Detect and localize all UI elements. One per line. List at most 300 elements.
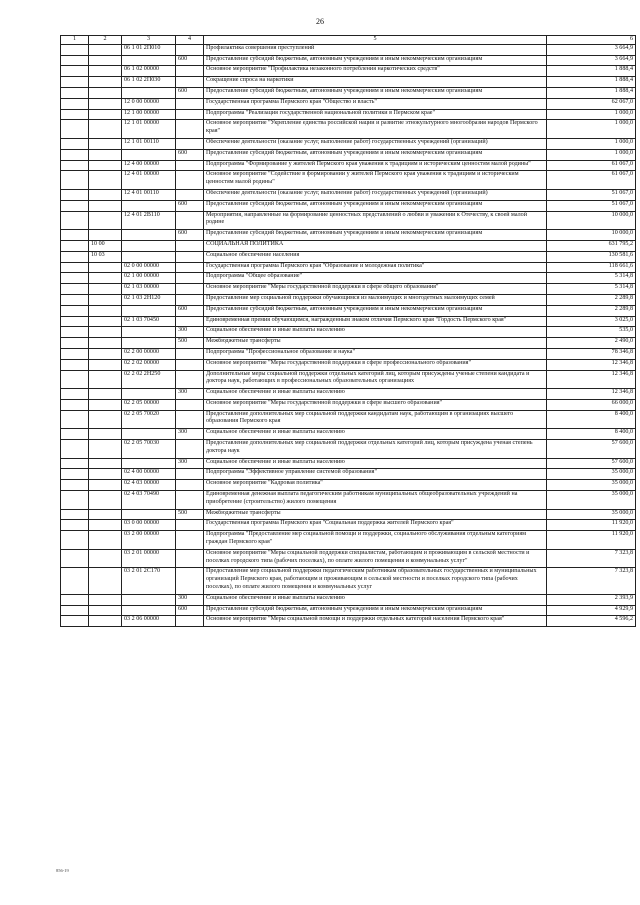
subsection-cell [89,66,122,77]
section-cell [61,359,89,370]
amount-cell: 66 000,0 [547,399,636,410]
subsection-cell [89,273,122,284]
description-cell: Обеспечение деятельности (оказание услуг, выполнение работ) государственных учреждений (организаций) [204,189,547,200]
expense-type-cell [176,171,204,190]
table-row [61,77,636,88]
table-row [61,327,636,338]
amount-cell: 5 314,8 [547,284,636,295]
budget-table [60,35,636,627]
expense-type-cell: 600 [176,55,204,66]
target-article-cell [122,429,176,440]
expense-type-cell: 300 [176,429,204,440]
subsection-cell [89,200,122,211]
subsection-cell [89,568,122,594]
description-cell: Подпрограмма "Реализация государственной национальной политики в Пермском крае" [204,109,547,120]
section-cell [61,370,89,389]
table-row [61,230,636,241]
section-cell [61,262,89,273]
amount-cell: 5 314,8 [547,273,636,284]
target-article-cell [122,458,176,469]
table-row [61,211,636,230]
page-number: 26 [316,17,324,26]
description-cell: Подпрограмма "Формирование у жителей Пермского края уважения к традициям и историческим ценностям малой родины" [204,160,547,171]
description-cell: Предоставление мер социальной поддержки обучающимся из малоимущих и многодетных малоимущих семей [204,294,547,305]
amount-cell: 35 000,0 [547,509,636,520]
section-cell [61,480,89,491]
header-cell: 5 [204,36,547,45]
section-cell [61,251,89,262]
table-row [61,251,636,262]
amount-cell: 118 661,6 [547,262,636,273]
table-row [61,338,636,349]
target-article-cell: 02 1 03 00000 [122,284,176,295]
table-row [61,55,636,66]
description-cell: Предоставление дополнительных мер социальной поддержки кандидатам наук, работающим в организациях высшего образования Пермского края [204,410,547,429]
subsection-cell: 10 03 [89,251,122,262]
target-article-cell [122,240,176,251]
target-article-cell: 02 1 03 70450 [122,316,176,327]
table-row [61,440,636,459]
section-cell [61,594,89,605]
amount-cell: 35 000,0 [547,480,636,491]
table-row [61,240,636,251]
expense-type-cell: 600 [176,149,204,160]
table-row [61,429,636,440]
table-row [61,594,636,605]
amount-cell: 1 888,4 [547,66,636,77]
description-cell: Подпрограмма "Предоставление мер социальной помощи и поддержки, социального обслуживания отдельным категориям граждан Пермского края" [204,531,547,550]
expense-type-cell: 600 [176,230,204,241]
expense-type-cell: 300 [176,458,204,469]
amount-cell: 61 067,0 [547,160,636,171]
description-cell: Подпрограмма "Эффективное управление системой образования" [204,469,547,480]
target-article-cell [122,230,176,241]
expense-type-cell [176,480,204,491]
expense-type-cell [176,66,204,77]
target-article-cell: 02 2 05 70020 [122,410,176,429]
amount-cell: 8 400,0 [547,410,636,429]
description-cell: Социальное обеспечение и иные выплаты населению [204,327,547,338]
target-article-cell: 12 4 00 00000 [122,160,176,171]
section-cell [61,120,89,139]
target-article-cell: 03 2 00 00000 [122,531,176,550]
section-cell [61,98,89,109]
table-row [61,98,636,109]
expense-type-cell: 500 [176,509,204,520]
subsection-cell [89,211,122,230]
table-row [61,480,636,491]
expense-type-cell [176,251,204,262]
expense-type-cell: 600 [176,305,204,316]
table-row [61,262,636,273]
description-cell: Основное мероприятие "Профилактика незаконного потребления наркотических средств" [204,66,547,77]
footer-code: 856-19 [56,868,69,873]
expense-type-cell [176,370,204,389]
target-article-cell [122,200,176,211]
table-row [61,87,636,98]
subsection-cell [89,87,122,98]
section-cell [61,509,89,520]
subsection-cell [89,520,122,531]
target-article-cell [122,327,176,338]
expense-type-cell: 600 [176,87,204,98]
header-cell: 6 [547,36,636,45]
amount-cell: 51 067,0 [547,200,636,211]
expense-type-cell [176,98,204,109]
table-row [61,549,636,568]
subsection-cell [89,594,122,605]
amount-cell: 1 000,0 [547,120,636,139]
header-cell: 1 [61,36,89,45]
table-row [61,66,636,77]
section-cell [61,410,89,429]
table-row [61,149,636,160]
description-cell: Межбюджетные трансферты [204,509,547,520]
amount-cell: 8 400,0 [547,429,636,440]
table-row [61,458,636,469]
section-cell [61,520,89,531]
section-cell [61,305,89,316]
description-cell: Профилактика совершения преступлений [204,44,547,55]
expense-type-cell [176,440,204,459]
expense-type-cell [176,240,204,251]
description-cell: Предоставление субсидий бюджетным, автономным учреждениям и иным некоммерческим организациям [204,200,547,211]
table-row [61,109,636,120]
subsection-cell [89,149,122,160]
amount-cell: 57 600,0 [547,458,636,469]
subsection-cell [89,616,122,627]
section-cell [61,66,89,77]
section-cell [61,316,89,327]
expense-type-cell [176,160,204,171]
description-cell: Основное мероприятие "Содействие в формировании у жителей Пермского края уважения к традициям и историческим ценностям малой родины" [204,171,547,190]
section-cell [61,429,89,440]
subsection-cell: 10 00 [89,240,122,251]
subsection-cell [89,77,122,88]
section-cell [61,55,89,66]
description-cell: Подпрограмма "Профессиональное образование и наука" [204,348,547,359]
subsection-cell [89,294,122,305]
section-cell [61,189,89,200]
target-article-cell: 12 4 01 00000 [122,171,176,190]
target-article-cell: 12 4 01 00110 [122,189,176,200]
description-cell: Предоставление субсидий бюджетным, автономным учреждениям и иным некоммерческим организациям [204,149,547,160]
description-cell: Предоставление мер социальной поддержки педагогическим работникам образовательных государственных и муниципальных организаций Пермского края, работающим и проживающим в сельской местности и поселках городского типа (рабочих поселках), по оплате жилого помещения и коммунальных услуг [204,568,547,594]
target-article-cell: 12 0 00 00000 [122,98,176,109]
amount-cell: 61 067,0 [547,171,636,190]
table-row [61,200,636,211]
amount-cell: 12 346,8 [547,359,636,370]
section-cell [61,44,89,55]
section-cell [61,605,89,616]
section-cell [61,338,89,349]
expense-type-cell: 500 [176,338,204,349]
description-cell: Сокращение спроса на наркотики [204,77,547,88]
amount-cell: 10 000,0 [547,230,636,241]
section-cell [61,616,89,627]
amount-cell: 12 346,8 [547,389,636,400]
table-row [61,160,636,171]
subsection-cell [89,359,122,370]
description-cell: Государственная программа Пермского края "Общество и власть" [204,98,547,109]
expense-type-cell [176,189,204,200]
description-cell: Основное мероприятие "Укрепление единства российской нации и развитие этнокультурного многообразия народов Пермского края" [204,120,547,139]
table-row [61,491,636,510]
target-article-cell [122,509,176,520]
target-article-cell [122,305,176,316]
subsection-cell [89,509,122,520]
target-article-cell: 02 0 00 00000 [122,262,176,273]
amount-cell: 631 795,2 [547,240,636,251]
section-cell [61,171,89,190]
table-row [61,509,636,520]
table-row [61,294,636,305]
budget-table-body [61,36,636,627]
description-cell: Единовременная денежная выплата педагогическим работникам муниципальных общеобразовательных учреждений на приобретение (строительство) жилого помещения [204,491,547,510]
expense-type-cell [176,348,204,359]
table-row [61,316,636,327]
amount-cell: 12 346,8 [547,370,636,389]
amount-cell: 1 000,0 [547,138,636,149]
section-cell [61,549,89,568]
expense-type-cell [176,316,204,327]
expense-type-cell: 300 [176,389,204,400]
description-cell: Основное мероприятие "Меры государственной поддержки в сфере профессионального образования" [204,359,547,370]
target-article-cell: 02 2 02 2Н250 [122,370,176,389]
amount-cell: 2 289,8 [547,305,636,316]
description-cell: Социальное обеспечение и иные выплаты населению [204,389,547,400]
subsection-cell [89,458,122,469]
table-row [61,410,636,429]
subsection-cell [89,120,122,139]
subsection-cell [89,399,122,410]
target-article-cell [122,251,176,262]
description-cell: Предоставление субсидий бюджетным, автономным учреждениям и иным некоммерческим организациям [204,605,547,616]
section-cell [61,440,89,459]
target-article-cell [122,149,176,160]
target-article-cell: 03 2 01 2С170 [122,568,176,594]
amount-cell: 51 067,0 [547,189,636,200]
amount-cell: 1 000,0 [547,109,636,120]
target-article-cell: 12 1 01 00000 [122,120,176,139]
expense-type-cell [176,359,204,370]
subsection-cell [89,469,122,480]
section-cell [61,458,89,469]
description-cell: Социальное обеспечение и иные выплаты населению [204,458,547,469]
target-article-cell: 02 1 00 00000 [122,273,176,284]
target-article-cell: 02 4 03 70490 [122,491,176,510]
amount-cell: 7 323,8 [547,568,636,594]
target-article-cell [122,338,176,349]
table-row [61,171,636,190]
description-cell: Основное мероприятие "Меры государственной поддержки в сфере общего образования" [204,284,547,295]
subsection-cell [89,327,122,338]
expense-type-cell [176,44,204,55]
description-cell: Основное мероприятие "Меры социальной поддержки специалистам, работающим и проживающим в сельской местности и поселках городского типа (рабочих поселках), по оплате жилого помещения и коммунальных услуг" [204,549,547,568]
amount-cell: 11 920,0 [547,520,636,531]
amount-cell: 10 000,0 [547,211,636,230]
description-cell: Дополнительные меры социальной поддержки отдельных категорий лиц, которым присуждены ученые степени кандидата и доктора наук, работающих в профессиональных образовательных организациях [204,370,547,389]
target-article-cell [122,55,176,66]
section-cell [61,399,89,410]
subsection-cell [89,109,122,120]
section-cell [61,389,89,400]
subsection-cell [89,44,122,55]
table-row [61,284,636,295]
section-cell [61,109,89,120]
amount-cell: 35 000,0 [547,469,636,480]
expense-type-cell [176,273,204,284]
table-row [61,399,636,410]
section-cell [61,160,89,171]
subsection-cell [89,605,122,616]
target-article-cell: 02 2 00 00000 [122,348,176,359]
subsection-cell [89,429,122,440]
amount-cell: 130 581,6 [547,251,636,262]
expense-type-cell [176,284,204,295]
section-cell [61,87,89,98]
subsection-cell [89,389,122,400]
amount-cell: 4 596,2 [547,616,636,627]
description-cell: Основное мероприятие "Кадровая политика" [204,480,547,491]
target-article-cell: 02 4 00 00000 [122,469,176,480]
description-cell: Социальное обеспечение и иные выплаты населению [204,594,547,605]
table-row [61,389,636,400]
description-cell: Социальное обеспечение населения [204,251,547,262]
subsection-cell [89,284,122,295]
description-cell: Единовременная премия обучающимся, награжденным знаком отличия Пермского края "Гордость Пермского края" [204,316,547,327]
target-article-cell: 03 2 01 00000 [122,549,176,568]
expense-type-cell [176,549,204,568]
description-cell: Основное мероприятие "Меры социальной помощи и поддержки отдельных категорий населения Пермского края" [204,616,547,627]
amount-cell: 35 000,0 [547,491,636,510]
description-cell: Мероприятия, направленные на формирование ценностных представлений о любви и уважении к Отечеству, к своей малой родине [204,211,547,230]
section-cell [61,348,89,359]
target-article-cell: 02 4 03 00000 [122,480,176,491]
subsection-cell [89,440,122,459]
target-article-cell: 06 1 02 2П030 [122,77,176,88]
subsection-cell [89,370,122,389]
subsection-cell [89,410,122,429]
subsection-cell [89,230,122,241]
amount-cell: 3 025,0 [547,316,636,327]
target-article-cell: 06 1 02 00000 [122,66,176,77]
subsection-cell [89,98,122,109]
subsection-cell [89,160,122,171]
target-article-cell: 02 2 05 70030 [122,440,176,459]
header-cell: 2 [89,36,122,45]
table-row [61,520,636,531]
table-row [61,605,636,616]
subsection-cell [89,171,122,190]
expense-type-cell [176,77,204,88]
expense-type-cell [176,399,204,410]
subsection-cell [89,348,122,359]
expense-type-cell [176,410,204,429]
expense-type-cell [176,120,204,139]
subsection-cell [89,55,122,66]
table-header-row [61,36,636,45]
amount-cell: 1 888,4 [547,77,636,88]
section-cell [61,211,89,230]
expense-type-cell [176,531,204,550]
subsection-cell [89,338,122,349]
header-cell: 3 [122,36,176,45]
section-cell [61,469,89,480]
table-row [61,44,636,55]
table-row [61,568,636,594]
subsection-cell [89,138,122,149]
target-article-cell: 12 4 01 2В110 [122,211,176,230]
subsection-cell [89,189,122,200]
expense-type-cell [176,491,204,510]
expense-type-cell [176,568,204,594]
target-article-cell: 02 2 05 00000 [122,399,176,410]
amount-cell: 2 393,9 [547,594,636,605]
amount-cell: 78 346,8 [547,348,636,359]
target-article-cell: 03 0 00 00000 [122,520,176,531]
description-cell: СОЦИАЛЬНАЯ ПОЛИТИКА [204,240,547,251]
target-article-cell: 12 1 01 00110 [122,138,176,149]
target-article-cell [122,389,176,400]
expense-type-cell [176,262,204,273]
section-cell [61,568,89,594]
description-cell: Социальное обеспечение и иные выплаты населению [204,429,547,440]
section-cell [61,240,89,251]
target-article-cell: 02 2 02 00000 [122,359,176,370]
subsection-cell [89,491,122,510]
amount-cell: 2 289,8 [547,294,636,305]
amount-cell: 62 067,0 [547,98,636,109]
amount-cell: 11 920,0 [547,531,636,550]
subsection-cell [89,305,122,316]
description-cell: Предоставление субсидий бюджетным, автономным учреждениям и иным некоммерческим организациям [204,230,547,241]
target-article-cell: 02 1 03 2Н120 [122,294,176,305]
section-cell [61,138,89,149]
description-cell: Подпрограмма "Общее образование" [204,273,547,284]
table-row [61,359,636,370]
subsection-cell [89,316,122,327]
expense-type-cell: 600 [176,605,204,616]
amount-cell: 4 929,9 [547,605,636,616]
description-cell: Межбюджетные трансферты [204,338,547,349]
subsection-cell [89,531,122,550]
expense-type-cell [176,138,204,149]
amount-cell: 57 600,0 [547,440,636,459]
expense-type-cell: 300 [176,594,204,605]
table-row [61,273,636,284]
subsection-cell [89,262,122,273]
expense-type-cell [176,109,204,120]
table-row [61,531,636,550]
description-cell: Предоставление субсидий бюджетным, автономным учреждениям и иным некоммерческим организациям [204,305,547,316]
expense-type-cell: 600 [176,200,204,211]
amount-cell: 3 664,9 [547,55,636,66]
section-cell [61,531,89,550]
expense-type-cell [176,211,204,230]
description-cell: Предоставление субсидий бюджетным, автономным учреждениям и иным некоммерческим организациям [204,87,547,98]
description-cell: Предоставление дополнительных мер социальной поддержки отдельных категорий лиц, которым присуждена ученая степень доктора наук [204,440,547,459]
table-row [61,138,636,149]
expense-type-cell [176,294,204,305]
section-cell [61,77,89,88]
section-cell [61,149,89,160]
table-row [61,616,636,627]
description-cell: Государственная программа Пермского края "Социальная поддержка жителей Пермского края" [204,520,547,531]
section-cell [61,200,89,211]
amount-cell: 2 490,0 [547,338,636,349]
expense-type-cell [176,520,204,531]
